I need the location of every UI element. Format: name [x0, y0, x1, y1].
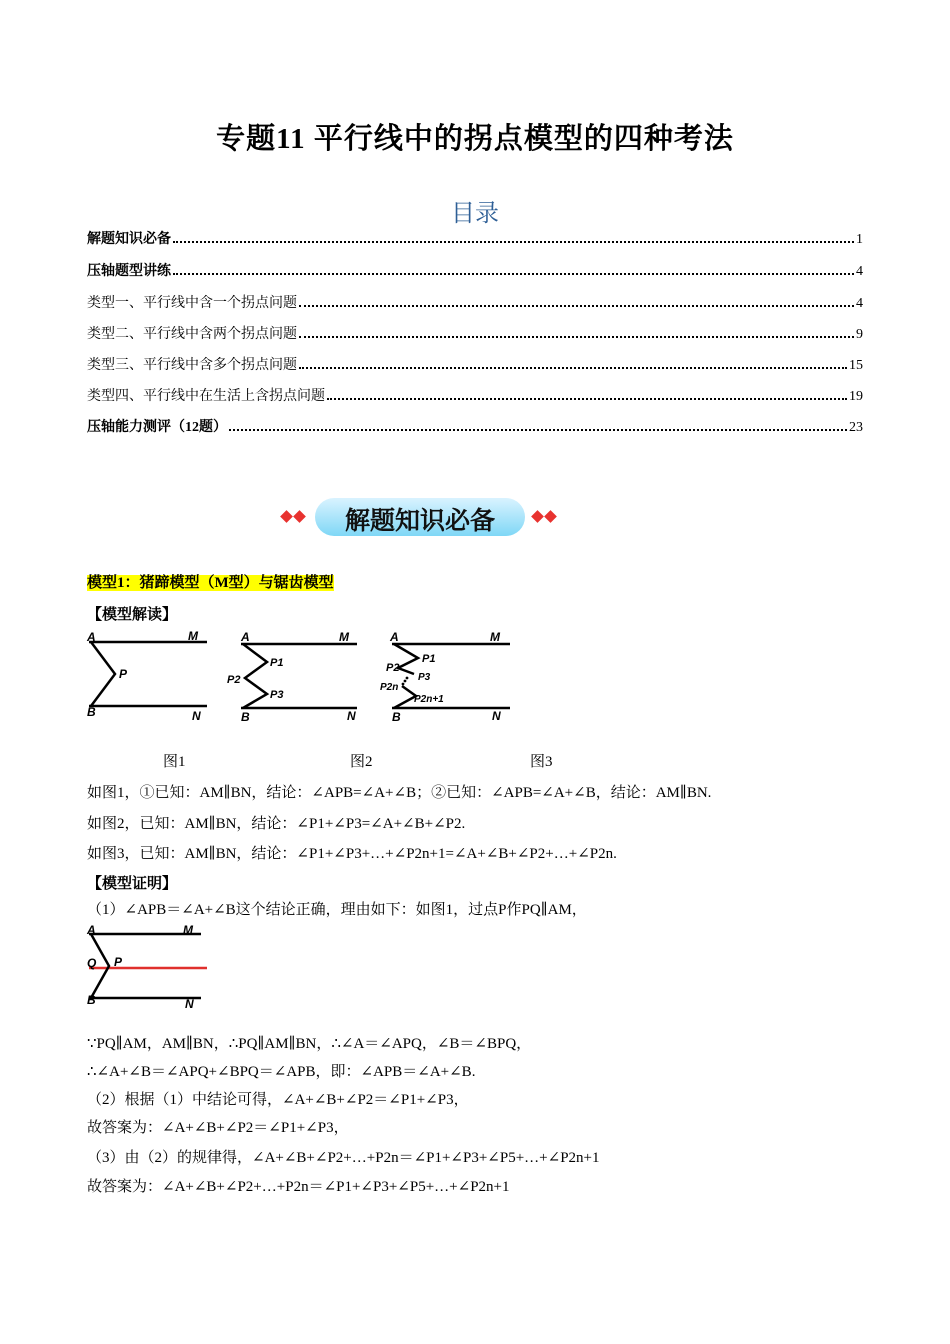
zigzag-path	[91, 642, 115, 706]
banner-text: 解题知识必备	[344, 506, 495, 535]
toc-entry-label: 压轴题型讲练	[87, 264, 171, 279]
label-p1: P1	[270, 657, 284, 669]
statement-line: 如图1，①已知：AM∥BN，结论：∠APB=∠A+∠B；②已知：∠APB=∠A+∠B，结论：AM∥BN.	[87, 785, 712, 801]
ellipsis-dot	[406, 677, 409, 680]
diamond-icon	[280, 510, 293, 523]
toc-leader	[299, 367, 847, 369]
toc-entry[interactable]	[87, 226, 863, 248]
label-p2n: P2n	[380, 682, 399, 693]
proof-line: 故答案为：∠A+∠B+∠P2+…+P2n＝∠P1+∠P3+∠P5+…+∠P2n+1	[87, 1179, 510, 1195]
label-p: P	[119, 667, 128, 681]
ellipsis-dot	[402, 683, 405, 686]
label-n: N	[185, 997, 194, 1011]
figure-1	[85, 628, 215, 723]
ellipsis-dot	[404, 680, 407, 683]
toc-entry-page: 1	[856, 232, 863, 247]
toc-entry-page: 15	[849, 358, 863, 373]
label-p2n1: P2n+1	[414, 694, 444, 705]
toc-entry[interactable]	[87, 383, 863, 405]
figure-2-caption: 图2	[350, 754, 373, 770]
label-p3: P3	[270, 689, 284, 701]
toc-leader	[173, 241, 854, 243]
proof-label: 【模型证明】	[87, 876, 178, 892]
proof-line: （2）根据（1）中结论可得，∠A+∠B+∠P2＝∠P1+∠P3，	[87, 1092, 469, 1108]
toc-entry-page: 19	[849, 389, 863, 404]
figure-3	[378, 628, 518, 723]
label-n: N	[192, 709, 201, 723]
label-p: P	[114, 955, 123, 969]
toc-entry[interactable]	[87, 258, 863, 280]
proof-line: 故答案为：∠A+∠B+∠P2＝∠P1+∠P3，	[87, 1120, 349, 1136]
statement-line: 如图2，已知：AM∥BN，结论：∠P1+∠P3=∠A+∠B+∠P2.	[87, 816, 466, 832]
diamond-icon	[293, 510, 306, 523]
model-heading	[87, 571, 334, 592]
label-q: Q	[87, 956, 97, 970]
label-n: N	[347, 709, 356, 723]
label-m: M	[339, 630, 349, 644]
toc-entry-label: 类型二、平行线中含两个拐点问题	[87, 327, 297, 342]
label-p3: P3	[418, 672, 431, 683]
label-a: A	[87, 630, 96, 644]
proof-line: （3）由（2）的规律得，∠A+∠B+∠P2+…+P2n＝∠P1+∠P3+∠P5+…+∠P2n+1	[87, 1150, 600, 1166]
label-m: M	[183, 923, 193, 937]
figure-1-caption: 图1	[163, 754, 186, 770]
model-heading-text: 模型1：猪蹄模型（M型）与锯齿模型	[87, 575, 334, 591]
diamond-icon	[531, 510, 544, 523]
page-title: 专题11 平行线中的拐点模型的四种考法	[216, 123, 734, 155]
proof-line: （1）∠APB＝∠A+∠B这个结论正确，理由如下：如图1，过点P作PQ∥AM，	[87, 902, 587, 918]
label-n: N	[492, 709, 501, 723]
label-m: M	[490, 630, 500, 644]
interpret-label: 【模型解读】	[87, 607, 178, 623]
toc-entry-page: 4	[856, 296, 863, 311]
toc-entry[interactable]	[87, 321, 863, 343]
toc-heading: 目录	[451, 199, 499, 227]
toc-entry-page: 4	[856, 264, 863, 279]
proof-figure	[85, 922, 210, 1012]
proof-line: ∵PQ∥AM，AM∥BN，∴PQ∥AM∥BN，∴∠A＝∠APQ，∠B＝∠BPQ，	[87, 1036, 532, 1052]
proof-line: ∴∠A+∠B＝∠APQ+∠BPQ＝∠APB，即：∠APB＝∠A+∠B.	[87, 1064, 476, 1080]
label-a: A	[241, 630, 250, 644]
toc-entry[interactable]	[87, 414, 863, 436]
label-b: B	[241, 710, 250, 723]
label-p1: P1	[422, 653, 436, 665]
toc-entry-label: 类型一、平行线中含一个拐点问题	[87, 296, 297, 311]
figure-2	[225, 628, 365, 723]
toc-leader	[173, 273, 854, 275]
label-p2: P2	[386, 662, 400, 674]
label-a: A	[390, 630, 399, 644]
label-b: B	[392, 710, 401, 723]
toc-leader	[229, 429, 847, 431]
label-m: M	[188, 629, 198, 643]
toc-entry-label: 类型四、平行线中在生活上含拐点问题	[87, 389, 325, 404]
label-a: A	[87, 923, 96, 937]
statement-line: 如图3，已知：AM∥BN，结论：∠P1+∠P3+…+∠P2n+1=∠A+∠B+∠P2+…+∠P2n.	[87, 846, 617, 862]
toc-entry-label: 类型三、平行线中含多个拐点问题	[87, 358, 297, 373]
toc-entry-page: 23	[849, 420, 863, 435]
toc-leader	[327, 398, 847, 400]
toc-entry[interactable]	[87, 290, 863, 312]
toc-leader	[299, 305, 854, 307]
toc-entry[interactable]	[87, 352, 863, 374]
toc-entry-page: 9	[856, 327, 863, 342]
toc-leader	[299, 336, 854, 338]
zigzag-path	[243, 644, 267, 708]
figure-3-caption: 图3	[530, 754, 553, 770]
label-b: B	[87, 993, 96, 1007]
label-p2: P2	[227, 674, 241, 686]
section-banner	[270, 492, 570, 544]
diamond-icon	[544, 510, 557, 523]
label-b: B	[87, 705, 96, 719]
toc-entry-label: 压轴能力测评（12题）	[87, 420, 227, 435]
toc-entry-label: 解题知识必备	[87, 232, 171, 247]
